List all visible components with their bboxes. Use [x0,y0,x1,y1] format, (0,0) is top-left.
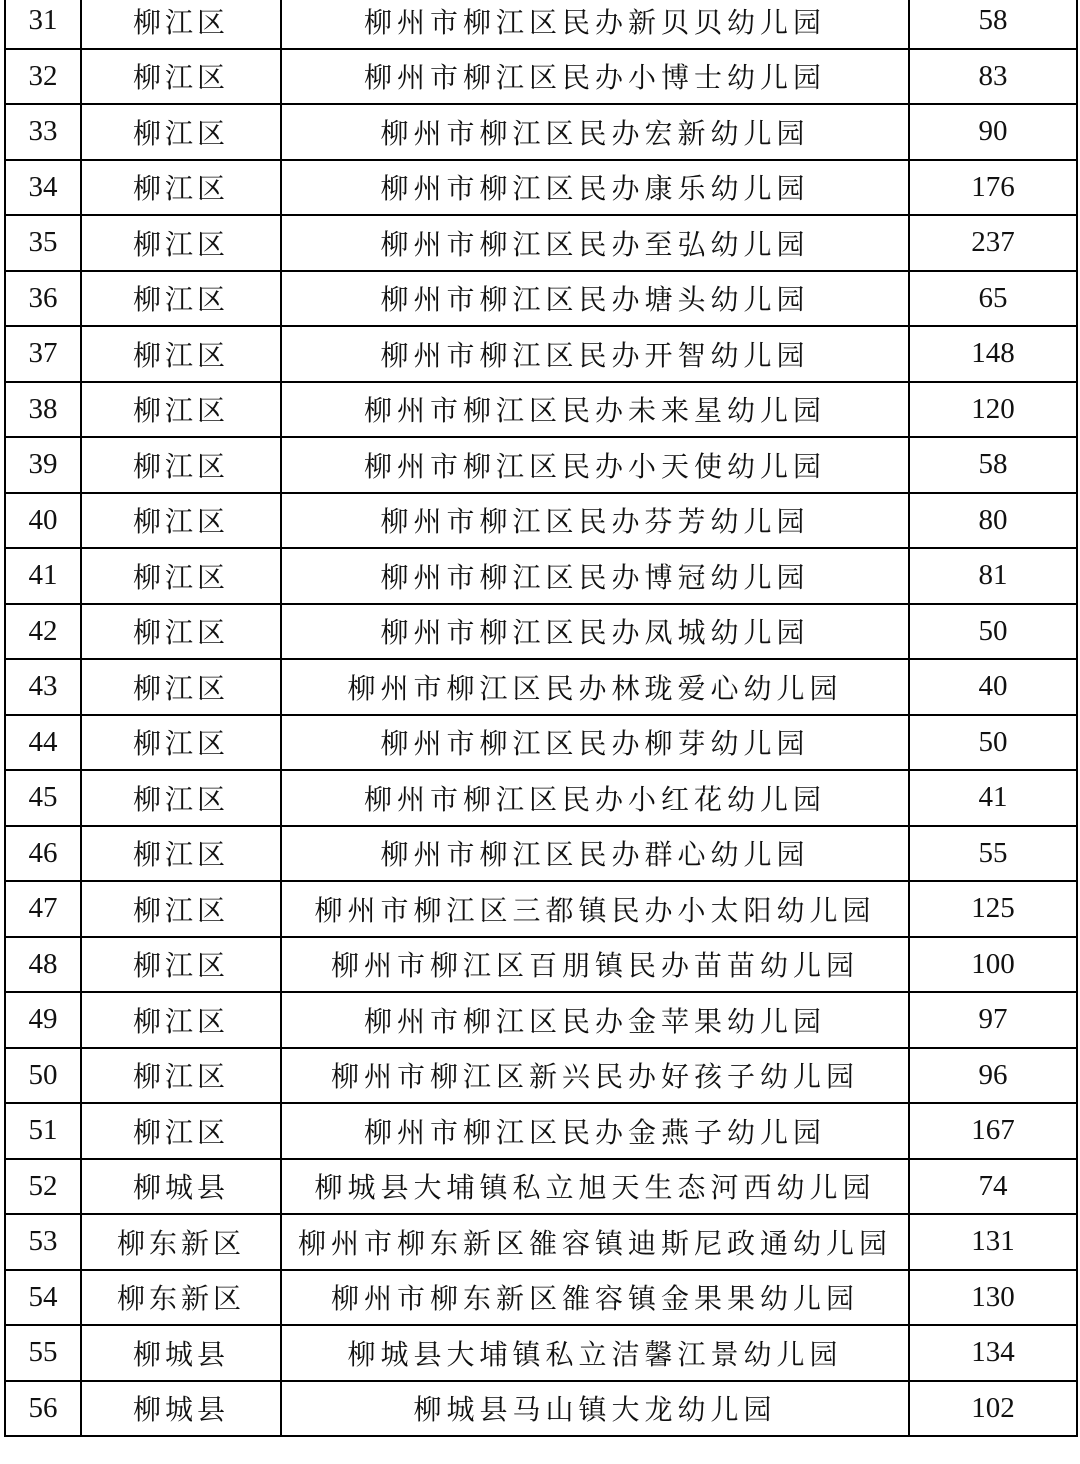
table-row [5,715,1077,771]
kindergarten-name-cell: 柳州市柳江区民办金燕子幼儿园 [281,1103,909,1159]
table-row [5,160,1077,216]
kindergarten-name-cell: 柳州市柳江区民办林珑爱心幼儿园 [281,659,909,715]
district-cell: 柳江区 [81,493,281,549]
row-number-cell: 48 [5,937,81,993]
count-cell: 237 [909,215,1077,271]
table-row [5,1214,1077,1270]
row-number-cell: 50 [5,1048,81,1104]
row-number-cell: 56 [5,1381,81,1437]
table-row [5,1048,1077,1104]
table-row [5,604,1077,660]
district-cell: 柳江区 [81,770,281,826]
kindergarten-name-cell: 柳州市柳江区民办宏新幼儿园 [281,104,909,160]
kindergarten-name-cell: 柳州市柳江区民办芬芳幼儿园 [281,493,909,549]
table-row [5,1270,1077,1326]
district-cell: 柳江区 [81,49,281,105]
table-row [5,215,1077,271]
table-row [5,548,1077,604]
count-cell: 65 [909,271,1077,327]
kindergarten-name-cell: 柳州市柳江区民办小天使幼儿园 [281,437,909,493]
count-cell: 96 [909,1048,1077,1104]
count-cell: 97 [909,992,1077,1048]
row-number-cell: 45 [5,770,81,826]
kindergarten-name-cell: 柳州市柳江区三都镇民办小太阳幼儿园 [281,881,909,937]
count-cell: 120 [909,382,1077,438]
count-cell: 74 [909,1159,1077,1215]
kindergarten-name-cell: 柳州市柳江区民办新贝贝幼儿园 [281,0,909,49]
table-row [5,826,1077,882]
count-cell: 176 [909,160,1077,216]
kindergarten-name-cell: 柳州市柳江区民办凤城幼儿园 [281,604,909,660]
table-row [5,49,1077,105]
district-cell: 柳江区 [81,1048,281,1104]
kindergarten-name-cell: 柳州市柳江区民办塘头幼儿园 [281,271,909,327]
kindergarten-name-cell: 柳州市柳江区民办柳芽幼儿园 [281,715,909,771]
kindergarten-name-cell: 柳州市柳东新区雒容镇迪斯尼政通幼儿园 [281,1214,909,1270]
row-number-cell: 44 [5,715,81,771]
count-cell: 100 [909,937,1077,993]
count-cell: 81 [909,548,1077,604]
count-cell: 131 [909,1214,1077,1270]
table-row [5,271,1077,327]
kindergarten-name-cell: 柳州市柳江区新兴民办好孩子幼儿园 [281,1048,909,1104]
kindergarten-name-cell: 柳州市柳东新区雒容镇金果果幼儿园 [281,1270,909,1326]
table-row [5,104,1077,160]
district-cell: 柳江区 [81,715,281,771]
row-number-cell: 52 [5,1159,81,1215]
count-cell: 40 [909,659,1077,715]
kindergarten-name-cell: 柳州市柳江区民办康乐幼儿园 [281,160,909,216]
count-cell: 134 [909,1325,1077,1381]
kindergarten-name-cell: 柳州市柳江区民办至弘幼儿园 [281,215,909,271]
row-number-cell: 38 [5,382,81,438]
district-cell: 柳城县 [81,1325,281,1381]
row-number-cell: 51 [5,1103,81,1159]
kindergarten-name-cell: 柳城县大埔镇私立旭天生态河西幼儿园 [281,1159,909,1215]
row-number-cell: 43 [5,659,81,715]
row-number-cell: 46 [5,826,81,882]
table-row [5,382,1077,438]
count-cell: 83 [909,49,1077,105]
district-cell: 柳江区 [81,548,281,604]
table-row [5,1381,1077,1437]
table-row [5,1325,1077,1381]
kindergarten-table [4,0,1078,1437]
district-cell: 柳江区 [81,992,281,1048]
table-row [5,992,1077,1048]
district-cell: 柳江区 [81,104,281,160]
kindergarten-name-cell: 柳州市柳江区民办未来星幼儿园 [281,382,909,438]
row-number-cell: 32 [5,49,81,105]
count-cell: 90 [909,104,1077,160]
district-cell: 柳江区 [81,937,281,993]
district-cell: 柳东新区 [81,1214,281,1270]
district-cell: 柳东新区 [81,1270,281,1326]
district-cell: 柳江区 [81,1103,281,1159]
count-cell: 50 [909,604,1077,660]
kindergarten-name-cell: 柳州市柳江区民办开智幼儿园 [281,326,909,382]
district-cell: 柳江区 [81,881,281,937]
table-row [5,1159,1077,1215]
kindergarten-name-cell: 柳州市柳江区民办金苹果幼儿园 [281,992,909,1048]
row-number-cell: 55 [5,1325,81,1381]
district-cell: 柳江区 [81,0,281,49]
district-cell: 柳江区 [81,382,281,438]
document-page [4,0,1076,1460]
count-cell: 167 [909,1103,1077,1159]
count-cell: 58 [909,437,1077,493]
count-cell: 80 [909,493,1077,549]
row-number-cell: 42 [5,604,81,660]
row-number-cell: 35 [5,215,81,271]
count-cell: 50 [909,715,1077,771]
table-row [5,770,1077,826]
kindergarten-name-cell: 柳城县马山镇大龙幼儿园 [281,1381,909,1437]
kindergarten-name-cell: 柳州市柳江区民办小红花幼儿园 [281,770,909,826]
row-number-cell: 31 [5,0,81,49]
district-cell: 柳江区 [81,326,281,382]
count-cell: 148 [909,326,1077,382]
kindergarten-name-cell: 柳城县大埔镇私立洁馨江景幼儿园 [281,1325,909,1381]
district-cell: 柳江区 [81,659,281,715]
kindergarten-name-cell: 柳州市柳江区民办小博士幼儿园 [281,49,909,105]
row-number-cell: 33 [5,104,81,160]
row-number-cell: 40 [5,493,81,549]
count-cell: 55 [909,826,1077,882]
kindergarten-name-cell: 柳州市柳江区民办群心幼儿园 [281,826,909,882]
district-cell: 柳江区 [81,215,281,271]
kindergarten-name-cell: 柳州市柳江区民办博冠幼儿园 [281,548,909,604]
table-row [5,1103,1077,1159]
district-cell: 柳城县 [81,1381,281,1437]
table-body [5,0,1077,1436]
row-number-cell: 37 [5,326,81,382]
count-cell: 102 [909,1381,1077,1437]
district-cell: 柳江区 [81,160,281,216]
row-number-cell: 47 [5,881,81,937]
district-cell: 柳城县 [81,1159,281,1215]
count-cell: 58 [909,0,1077,49]
row-number-cell: 34 [5,160,81,216]
district-cell: 柳江区 [81,437,281,493]
row-number-cell: 49 [5,992,81,1048]
row-number-cell: 53 [5,1214,81,1270]
row-number-cell: 54 [5,1270,81,1326]
count-cell: 130 [909,1270,1077,1326]
table-row [5,659,1077,715]
table-row [5,326,1077,382]
district-cell: 柳江区 [81,604,281,660]
table-row [5,881,1077,937]
count-cell: 41 [909,770,1077,826]
table-row [5,493,1077,549]
table-row [5,437,1077,493]
count-cell: 125 [909,881,1077,937]
table-row [5,0,1077,49]
row-number-cell: 39 [5,437,81,493]
table-row [5,937,1077,993]
district-cell: 柳江区 [81,271,281,327]
row-number-cell: 41 [5,548,81,604]
kindergarten-name-cell: 柳州市柳江区百朋镇民办苗苗幼儿园 [281,937,909,993]
district-cell: 柳江区 [81,826,281,882]
row-number-cell: 36 [5,271,81,327]
